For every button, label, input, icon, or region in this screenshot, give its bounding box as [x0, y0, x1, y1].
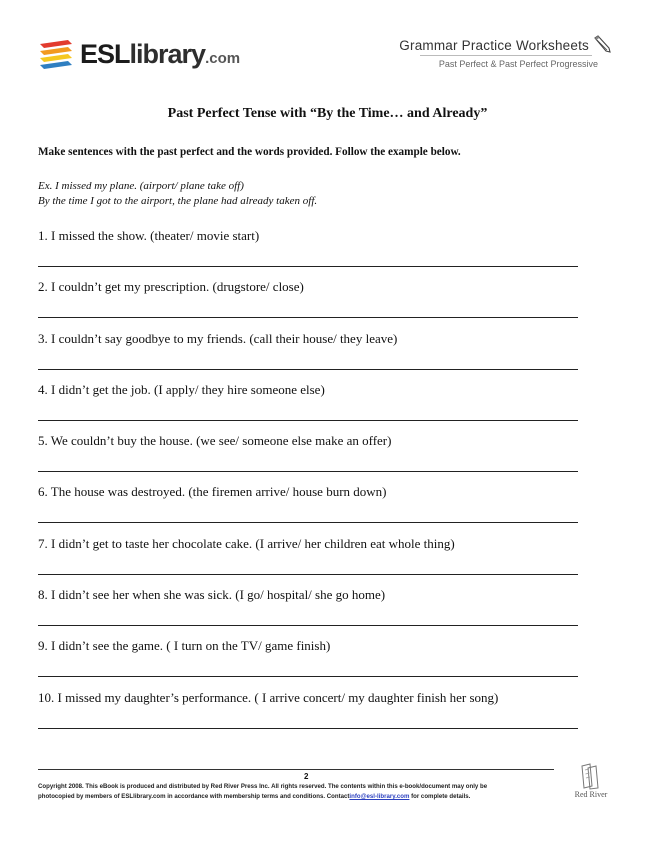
answer-line[interactable]: [38, 471, 578, 472]
publisher-logo-text: Red River: [574, 790, 608, 799]
esl-library-logo: [38, 36, 248, 76]
question-item: [38, 427, 578, 478]
series-title: Grammar Practice Worksheets: [399, 38, 589, 53]
series-subtitle: Past Perfect & Past Perfect Progressive: [438, 59, 598, 69]
red-river-books-icon: [566, 762, 616, 806]
pencil-icon: [592, 34, 612, 54]
logo-wordmark: [80, 38, 240, 75]
question-text: 1. I missed the show. (theater/ movie start): [38, 228, 260, 243]
question-item: [38, 581, 578, 632]
example-answer: By the time I got to the airport, the plane had already taken off.: [38, 195, 318, 207]
question-text: 2. I couldn’t get my prescription. (drugstore/ close): [38, 279, 304, 295]
question-item: [38, 222, 578, 273]
contact-email-link[interactable]: info@esl-library.com: [349, 793, 410, 800]
question-item: [38, 273, 578, 324]
example-prompt: Ex. I missed my plane. (airport/ plane take off): [38, 180, 244, 192]
logo-esl: ESL: [80, 39, 130, 69]
question-text: 8. I didn’t see her when she was sick. (I go/ hospital/ she go home): [38, 587, 386, 603]
copyright-line-2-start: photocopied by members of ESLlibrary.com in accordance with membership terms and conditions. Contact: [38, 793, 350, 800]
footer-divider: [38, 769, 554, 770]
question-text: 9. I didn’t see the game. ( I turn on the TV/ game finish): [38, 638, 331, 654]
question-item: [38, 376, 578, 427]
answer-line[interactable]: [38, 676, 578, 677]
worksheet-title: Past Perfect Tense with “By the Time… and Already”: [167, 106, 488, 121]
page-number: 2: [304, 772, 309, 781]
copyright-line-2: [38, 792, 560, 802]
question-list: [38, 222, 578, 735]
question-item: [38, 478, 578, 529]
answer-line[interactable]: [38, 728, 578, 729]
copyright-line-1: Copyright 2008. This eBook is produced and distributed by Red River Press Inc. All rights reserved. The contents within this e-book/document may only be: [38, 783, 488, 790]
logo-library: library: [129, 39, 206, 69]
worksheet-instruction: Make sentences with the past perfect and the words provided. Follow the example below.: [38, 146, 461, 158]
answer-line[interactable]: [38, 317, 578, 318]
answer-line[interactable]: [38, 574, 578, 575]
question-text: 3. I couldn’t say goodbye to my friends. (call their house/ they leave): [38, 330, 398, 346]
logo-dotcom: .com: [205, 50, 241, 67]
question-item: [38, 325, 578, 376]
question-text: 7. I didn’t get to taste her chocolate cake. (I arrive/ her children eat whole thing): [38, 535, 455, 551]
answer-line[interactable]: [38, 522, 578, 523]
question-text: 5. We couldn’t buy the house. (we see/ someone else make an offer): [38, 433, 392, 449]
question-item: [38, 530, 578, 581]
question-text: 4. I didn’t get the job. (I apply/ they hire someone else): [38, 381, 325, 397]
question-text: 10. I missed my daughter’s performance. ( I arrive concert/ my daughter finish her song): [38, 689, 499, 705]
header-divider: [420, 55, 592, 56]
question-item: [38, 684, 578, 735]
copyright-line-2-end: for complete details.: [409, 793, 471, 800]
answer-line[interactable]: [38, 266, 578, 267]
answer-line[interactable]: [38, 420, 578, 421]
question-text: 6. The house was destroyed. (the firemen arrive/ house burn down): [38, 484, 387, 500]
question-item: [38, 632, 578, 683]
answer-line[interactable]: [38, 625, 578, 626]
answer-line[interactable]: [38, 369, 578, 370]
stacked-books-icon: [38, 38, 74, 74]
copyright-notice: [38, 782, 560, 802]
